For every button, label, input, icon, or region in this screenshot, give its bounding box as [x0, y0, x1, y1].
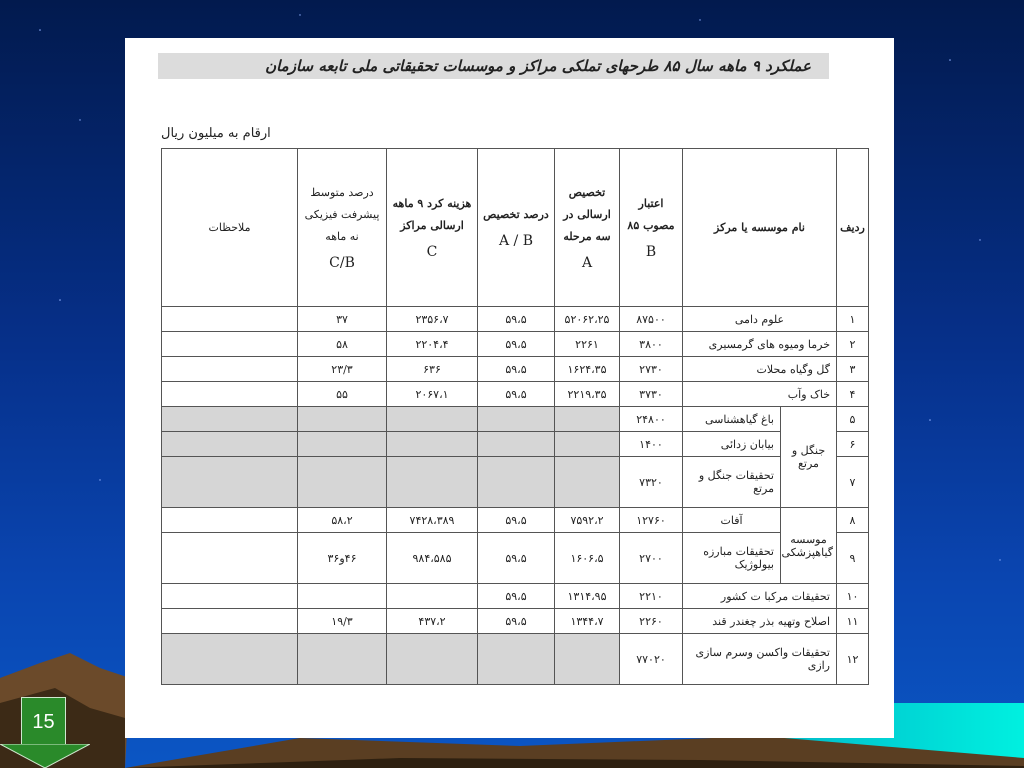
header-allocation: تخصیص ارسالی در سه مرحله A	[555, 149, 620, 307]
table-row: ۳ گل وگیاه محلات ۲۷۳۰ ۱۶۲۴،۳۵ ۵۹،۵ ۶۳۶ ۲۳/۳	[162, 357, 869, 382]
down-arrow-icon[interactable]	[0, 744, 90, 768]
units-note: ارقام به میلیون ریال	[161, 126, 271, 141]
document-title: عملکرد ۹ ماهه سال ۸۵ طرحهای تملکی مراکز و موسسات تحقیقاتی ملی تابعه سازمان	[158, 53, 829, 79]
table-row: ۸ موسسه گیاهپزشکی آفات ۱۲۷۶۰ ۷۵۹۲،۲ ۵۹،۵ ۷۴۲۸،۳۸۹ ۵۸،۲	[162, 508, 869, 533]
slide-number-badge: 15	[21, 697, 66, 748]
table-row: ۱۰ تحقیقات مرکبا ت کشور ۲۲۱۰ ۱۳۱۴،۹۵ ۵۹،۵	[162, 584, 869, 609]
table-row: ۵ جنگل و مرتع باغ گیاهشناسی ۲۴۸۰۰	[162, 407, 869, 432]
table-row: ۱ علوم دامی ۸۷۵۰۰ ۵۲۰۶۲،۲۵ ۵۹،۵ ۲۳۵۶،۷ ۳۷	[162, 307, 869, 332]
table-row: ۲ خرما ومیوه های گرمسیری ۳۸۰۰ ۲۲۶۱ ۵۹،۵ ۲۲۰۴،۴ ۵۸	[162, 332, 869, 357]
header-credit: اعتبار مصوب ۸۵ B	[620, 149, 683, 307]
performance-table	[161, 148, 869, 685]
group-label-institute: موسسه گیاهپزشکی	[781, 508, 837, 584]
group-label-forest: جنگل و مرتع	[781, 407, 837, 508]
table-row: ۴ خاک وآب ۳۷۳۰ ۲۲۱۹،۳۵ ۵۹،۵ ۲۰۶۷،۱ ۵۵	[162, 382, 869, 407]
header-notes: ملاحظات	[162, 149, 298, 307]
document-page	[125, 38, 894, 738]
header-row-number: ردیف	[837, 149, 869, 307]
table-row: ۷ تحقیقات جنگل و مرتع ۷۳۲۰	[162, 457, 869, 508]
table-row: ۱۱ اصلاح وتهیه بذر چغندر قند ۲۲۶۰ ۱۳۴۴،۷ ۵۹،۵ ۴۳۷،۲ ۱۹/۳	[162, 609, 869, 634]
table-row: ۱۲ تحقیقات واکسن وسرم سازی رازی ۷۷۰۲۰	[162, 634, 869, 685]
header-allocation-percent: درصد تخصیص A / B	[478, 149, 555, 307]
header-progress: درصد متوسط پیشرفت فیزیکی نه ماهه C/B	[298, 149, 387, 307]
header-name: نام موسسه یا مرکز	[683, 149, 837, 307]
header-cost: هزینه کرد ۹ ماهه ارسالی مراکز C	[387, 149, 478, 307]
table-row: ۹ تحقیقات مبارزه بیولوژیک ۲۷۰۰ ۱۶۰۶،۵ ۵۹،۵ ۹۸۴،۵۸۵ ۴۶و۳۶	[162, 533, 869, 584]
table-row: ۶ بیابان زدائی ۱۴۰۰	[162, 432, 869, 457]
